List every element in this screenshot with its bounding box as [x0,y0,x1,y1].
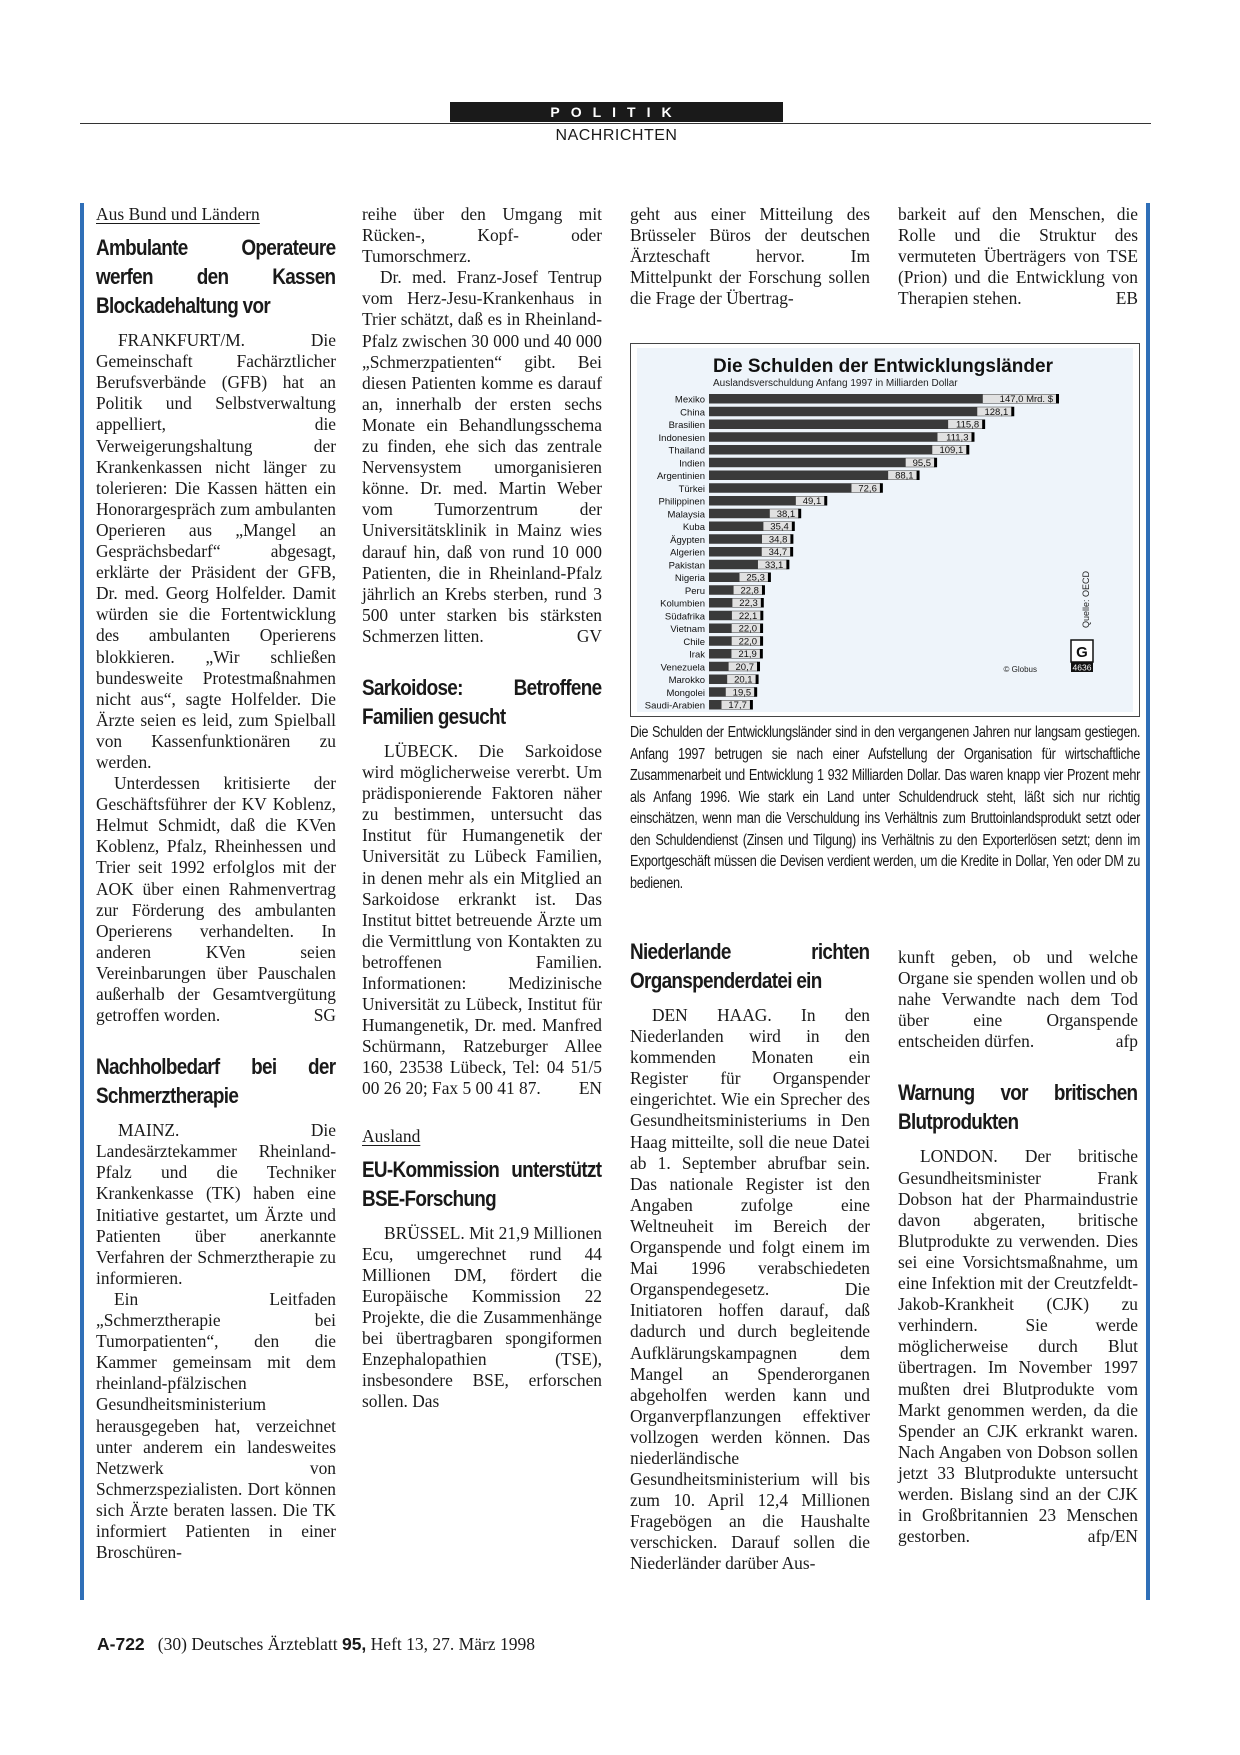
bar-cap [790,547,793,557]
paragraph: reihe über den Umgang mit Rücken-, Kopf- oder Tumorschmerz. [362,204,602,267]
bar [709,445,967,455]
right-margin-bar [1146,203,1150,1600]
category-label: China [680,407,705,419]
globus-logo-letter: G [1076,644,1088,661]
value-label: 34,7 [768,547,788,558]
bar-cap [762,585,765,595]
header-rule [80,123,1151,124]
value-label: 21,9 [738,649,757,660]
category-label: Chile [683,636,705,648]
issue-prefix: (30) Deutsches Ärzteblatt [157,1634,338,1654]
value-label: 111,3 [946,432,969,444]
category-label: Thailand [668,445,705,457]
category-label: Ägypten [670,534,705,546]
category-label: Argentinien [656,471,705,482]
debt-chart [630,343,1140,717]
value-label: 22,0 [738,623,758,635]
category-label: Marokko [668,675,705,686]
paragraph: DEN HAAG. In den Niederlanden wird in den kommenden Monaten ein Register für Organspender eingerichtet. Wie ein Sprecher des Gesundheitsministeriums in Den Haag mitteilte, soll die neue Datei ab 1. September abrufbar sein. Das nationale Register ist den Angaben zufolge eine Weltneuheit im Bereich der Organspende und folgt einem im Mai 1996 verabschiedeten Organspendegesetz. Die Initiatoren hoffen darauf, daß dadurch und durch begleitende Aufklärungskampagnen dem Mangel an Spenderorganen abgeholfen werden kann und Organverpflanzungen effektiver vollzogen werden können. Das niederländische Gesundheitsministerium will bis zum 10. April 12,4 Millionen Fragebögen an die Haushalte verschicken. Darauf sollen die Niederländer darüber Aus- [630,1005,870,1574]
bar-cap [982,420,985,430]
bar-cap [754,687,757,697]
value-label: 35,4 [770,521,789,533]
category-label: Philippinen [658,496,705,508]
column-2 [362,204,602,1413]
chart-source: Quelle: OECD [1081,570,1091,628]
bar-cap [760,611,763,621]
headline-blutprodukte: Warnung vor britischen Blutprodukten [898,1080,1138,1135]
chart-subtitle: Auslandsverschuldung Anfang 1997 in Milliarden Dollar [713,378,958,389]
bar-cap [790,534,793,544]
category-label: Venezuela [660,662,705,674]
value-label: 19,5 [732,687,752,699]
kicker-ausland: Ausland [362,1125,421,1146]
chart-caption: Die Schulden der Entwicklungsländer sind in den vergangenen Jahren nur langsam gestiegen. Anfang 1997 betrugen sie nach einer Aufstellung der Organisation für wirtschaftliche Zusammenarbeit und Entwicklung 1 932 Milliarden Dollar. Das waren knapp vier Prozent mehr als Anfang 1996. Wie stark ein Land unter Schuldendruck steht, läßt sich nur richtig einschätzen, wenn man die Verschuldung ins Verhältnis zum Bruttoinlandsprodukt setzt oder den Schuldendienst (Zinsen und Tilgung) ins Verhältnis zu den Exporterlösen setzt; denn im Exportgeschäft müssen die Devisen verdient werden, um die Kredite in Dollar, Yen oder DM zu bedienen. [630,724,1141,892]
value-label: 22,1 [738,610,758,622]
volume-number: 95, [341,1634,367,1654]
category-label: Mongolei [666,687,705,699]
bar-cap [760,636,763,646]
bar-cap [786,560,789,570]
bar-cap [761,598,764,608]
bar-cap [757,662,760,672]
bar [709,458,935,468]
chart-credit: © Globus [1003,665,1037,674]
paragraph: BRÜSSEL. Mit 21,9 Millionen Ecu, umgerechnet rund 44 Millionen DM, fördert die Europäische Kommission 22 Projekte, die die Zusammenhänge bei übertragbaren spongiformen Enzephalopathien (TSE), insbesondere BSE, erforschen sollen. Das [362,1222,602,1412]
bar-cap [798,509,801,519]
value-label: 22,8 [740,585,759,597]
column-1 [96,204,336,1563]
headline-schmerztherapie: Nachholbedarf bei der Schmerztherapie [96,1054,336,1109]
bar-cap [760,649,763,659]
value-label: 128,1 [984,406,1009,418]
value-label: 109,1 [939,445,964,456]
category-label: Nigeria [674,573,705,584]
paragraph: FRANKFURT/M. Die Gemeinschaft Fachärztlicher Berufsverbände (GFB) hat an Politik und Selbstverwaltung appelliert, die Verweigerungshaltung der Krankenkassen nicht länger zu tolerieren: Die Kassen hätten ein Honorargespräch zum ambulanten Operieren aus „Mangel an Gesprächsbedarf“ abgesagt, erklärte der Präsident der GFB, Dr. med. Georg Holfelder. Damit würden sie die Fortentwicklung des ambulanten Operierens blokkieren. „Wir schließen bundesweite Protestmaßnahmen nicht aus“, sagte Holfelder. Die Ärzte seien es leid, zum Spielball von Kassenfunktionären zu werden. [96,330,336,772]
value-label: 22,0 [738,636,758,648]
value-label: 38,1 [776,508,796,520]
category-label: Peru [684,585,705,597]
subsection-label: NACHRICHTEN [555,127,678,144]
value-label: 25,3 [746,572,765,584]
bar [709,432,972,442]
category-label: Vietnam [670,624,705,635]
bar-cap [934,458,937,468]
kicker-bund-laender: Aus Bund und Ländern [96,204,260,224]
author-sign: afp/EN [1087,1526,1138,1547]
value-label: 17,7 [728,700,747,711]
paragraph: barkeit auf den Menschen, die Rolle und die Struktur des vermuteten Überträgers von TSE (Prion) und die Entwicklung von Therapien stehen. EB [898,204,1138,309]
bar-cap [917,471,920,481]
bar [709,471,918,481]
bar-cap [1011,407,1014,417]
category-label: Indien [679,458,705,470]
value-label: 88,1 [895,470,914,482]
value-label: 49,1 [802,496,822,507]
paragraph: geht aus einer Mitteilung des Brüsseler Büros der deutschen Ärzteschaft hervor. Im Mittelpunkt der Forschung sollen die Frage der Übertrag- [630,204,870,309]
paragraph: Ein Leitfaden „Schmerztherapie bei Tumorpatienten“, den die Kammer gemeinsam mit dem rheinland-pfälzischen Gesundheitsministerium herausgegeben hat, verzeichnet unter anderem ein landesweites Netzwerk von Schmerzspezialisten. Dort können sich Ärzte beraten lassen. Die TK informiert Patienten in einer Broschüren- [96,1288,336,1563]
headline-sarkoidose: Sarkoidose: Betroffene Familien gesucht [362,674,602,729]
headline-eu-kommission: EU-Kommission unterstützt BSE-Forschung [362,1156,602,1211]
value-label: 95,5 [912,457,932,469]
value-label: 147,0 Mrd. $ [999,394,1053,405]
paragraph: LONDON. Der britische Gesundheitsminister Frank Dobson hat der Pharmaindustrie davon abgeraten, britische Blutprodukte zu verwenden. Dies sei eine Vorsichtsmaßnahme, um eine Infektion mit der Creutzfeldt-Jakob-Krankheit (CJK) zu verhindern. Sie werde möglicherweise durch Blut übertragen. Im November 1997 mußten drei Blutprodukte vom Markt genommen werden, da die Spender an CJK erkrankt waren. Nach Angaben von Dobson sollen jetzt 33 Blutprodukte untersucht werden. Bislang sind an der CJK in Großbritannien 23 Menschen gestorben. afp/EN [898,1146,1138,1547]
author-sign: GV [576,625,602,646]
paragraph: MAINZ. Die Landesärztekammer Rheinland-Pfalz und die Techniker Krankenkasse (TK) haben eine Initiative gestartet, um Ärzte und Patienten über anerkannte Verfahren der Schmerztherapie zu informieren. [96,1120,336,1288]
paragraph: LÜBECK. Die Sarkoidose wird möglicherweise vererbt. Um prädisponierende Faktoren näher zu bestimmen, untersucht das Institut für Humangenetik der Universität zu Lübeck Familien, in denen mehr als ein Mitglied an Sarkoidose erkrankt ist. Das Institut bittet betreuende Ärzte um die Vermittlung von Kontakten zu betroffenen Familien. Informationen: Medizinische Universität zu Lübeck, Institut für Humangenetik, Dr. med. Manfred Schürmann, Ratzeburger Allee 160, 23538 Lübeck, Tel: 04 51/5 00 26 20; Fax 5 00 41 87. EN [362,740,602,1099]
category-label: Irak [689,649,705,661]
value-label: 34,8 [768,534,788,546]
category-label: Algerien [670,547,705,559]
bar-cap [756,675,759,685]
bar-cap [750,700,753,710]
category-label: Türkei [678,483,705,495]
bar-cap [880,483,883,493]
bar-cap [966,445,969,455]
column-3-bottom [630,937,870,1575]
category-label: Malaysia [667,509,705,521]
chart-svg [637,348,1131,712]
author-sign: EN [578,1078,602,1099]
column-4-bottom [898,947,1138,1547]
section-label: POLITIK [450,102,783,122]
value-label: 72,6 [858,483,877,495]
value-label: 22,3 [739,598,758,609]
column-4-top [898,204,1138,309]
page-footer [97,1634,535,1655]
category-label: Südafrika [664,611,705,623]
page-number: A-722 [97,1634,145,1654]
category-label: Pakistan [668,560,705,572]
chart-background [637,348,1133,712]
value-label: 115,8 [956,419,980,431]
bar [709,420,983,430]
value-label: 33,1 [764,559,784,571]
paragraph: Dr. med. Franz-Josef Tentrup vom Herz-Jesu-Krankenhaus in Trier schätzt, daß es in Rheinland-Pfalz zwischen 30 000 und 40 000 „Schmerzpatienten“ gibt. Bei diesen Patienten komme es darauf an, innerhalb der ersten sechs Monate ein Behandlungsschema zu finden, ehe sich das zentrale Nervensystem umorganisieren könne. Dr. med. Martin Weber vom Tumorzentrum der Universitätsklinik in Mainz wies darauf hin, daß von rund 10 000 Patienten, die in Rheinland-Pfalz jährlich an Krebs sterben, rund 3 500 unter starken bis stärksten Schmerzen litten. GV [362,267,602,646]
graphic-number: 4636 [1072,662,1092,673]
issue-suffix: Heft 13, 27. März 1998 [370,1634,535,1654]
bar-cap [768,573,771,583]
value-label: 20,7 [735,661,755,673]
author-sign: afp [1115,1031,1138,1052]
bar [709,407,1012,417]
column-3-top [630,204,870,309]
chart-title: Die Schulden der Entwicklungsländer [713,356,1053,377]
category-label: Saudi-Arabien [644,700,705,712]
bar-cap [971,432,974,442]
author-sign: SG [313,1005,336,1026]
author-sign: EB [1115,288,1138,309]
value-label: 20,1 [734,674,753,686]
category-label: Indonesien [658,432,705,444]
category-label: Kolumbien [660,598,705,610]
category-label: Kuba [682,522,705,533]
bar-cap [824,496,827,506]
left-margin-bar [80,203,84,1600]
bar-cap [760,624,763,634]
category-label: Mexiko [674,394,705,406]
headline-ambulante-operateure: Ambulante Operateure werfen den Kassen Blockadehaltung vor [96,235,336,319]
bar-cap [792,522,795,532]
bar-cap [1056,394,1059,404]
paragraph: kunft geben, ob und welche Organe sie spenden wollen und ob nahe Verwandte nach dem Tod über eine Organspende entscheiden dürfen. afp [898,947,1138,1052]
headline-niederlande: Niederlande richten Organspenderdatei ein [630,939,870,993]
category-label: Brasilien [668,420,705,431]
paragraph: Unterdessen kritisierte der Geschäftsführer der KV Koblenz, Helmut Schmidt, daß die KVen Koblenz, Pfalz, Rheinhessen und Trier seit 1992 erfolglos mit der AOK über einen Rahmenvertrag zur Förderung des ambulanten Operierens verhandelten. In anderen KVen seien Vereinbarungen über Pauschalen außerhalb der Gesamtvergütung getroffen worden. SG [96,773,336,1026]
